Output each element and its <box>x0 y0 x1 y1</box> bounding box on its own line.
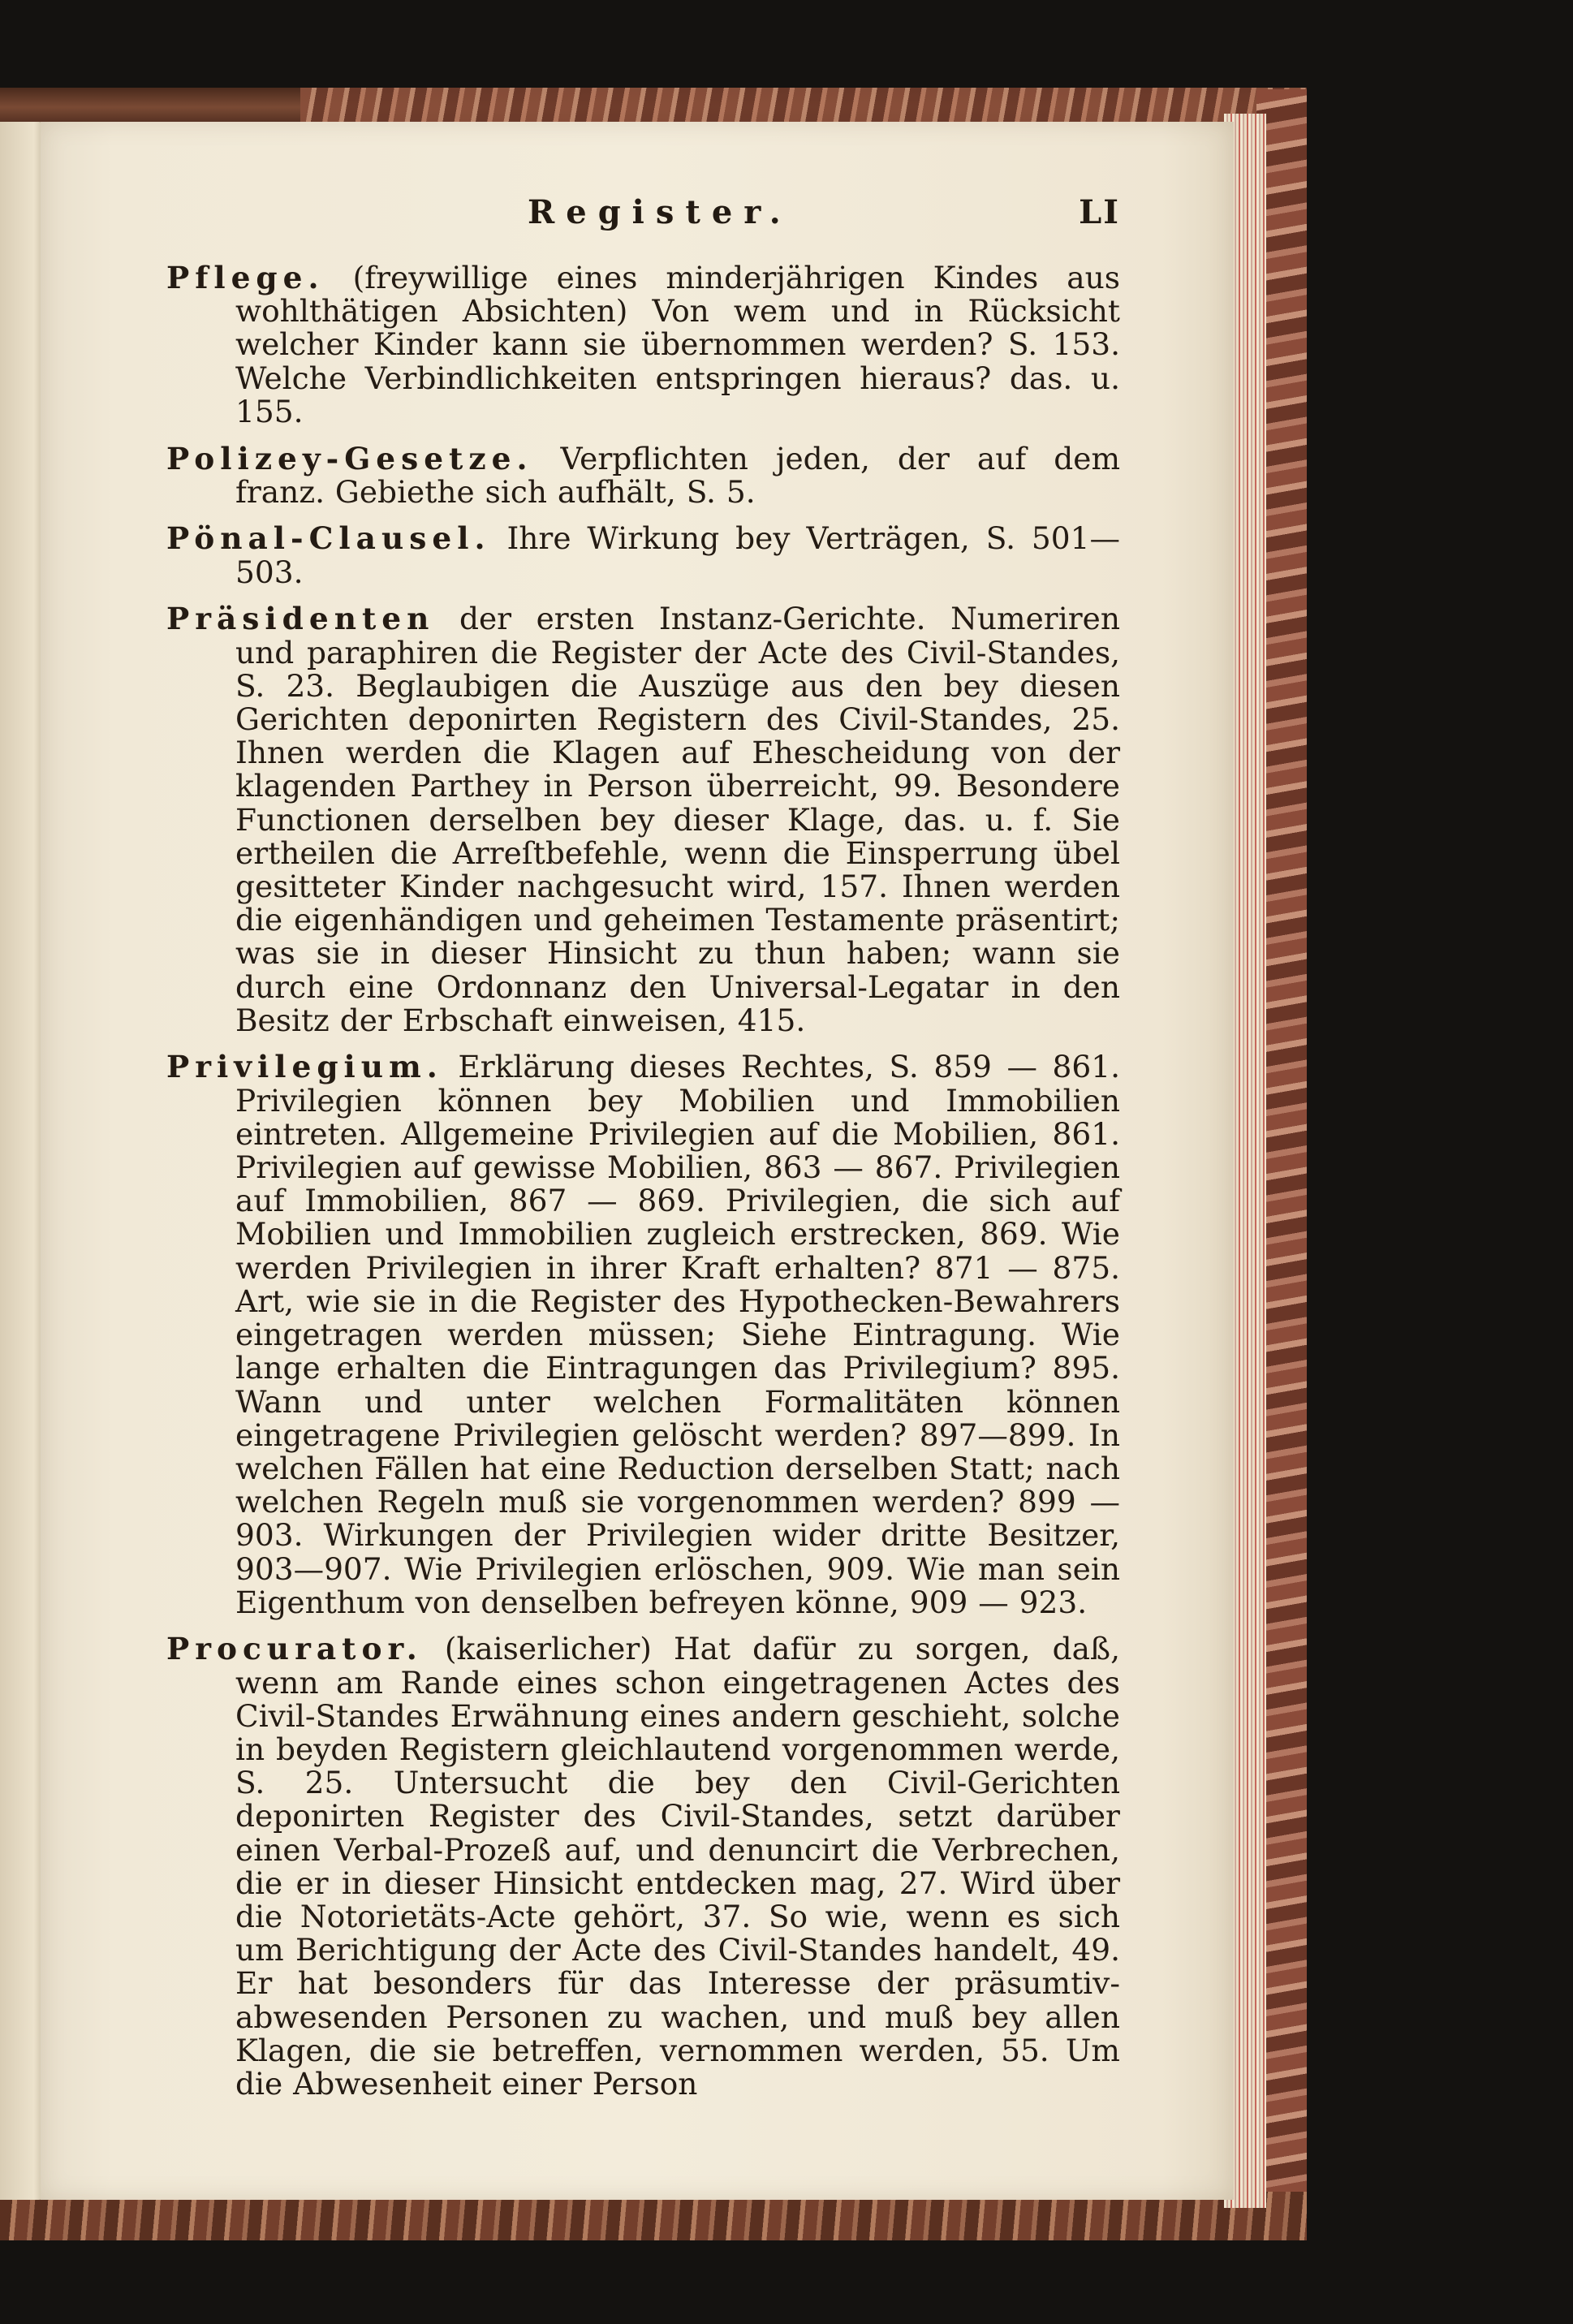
entry-headword: Pönal-Clausel. <box>166 520 491 557</box>
register-entry <box>166 522 1120 589</box>
entry-headword: Procurator. <box>166 1631 423 1667</box>
entry-text: Ihre Wirkung bey Verträgen, S. 501—503. <box>235 520 1121 590</box>
register-entries <box>166 261 1120 2115</box>
page-title: Register. <box>528 193 792 231</box>
marbled-cover-top <box>300 88 1307 123</box>
entry-text: der ersten Instanz-Gerichte. Numeriren und paraphiren die Register der Acte des Civil-Standes, S. 23. Beglaubigen die Auszüge aus den bey diesen Gerichten deponirten Registern des Civil-Standes, 25. Ihnen werden die Klagen auf Ehescheidung von der klagenden Parthey in Person überreicht, 99. Besondere Functionen derselben bey dieser Klage, das. u. f. Sie ertheilen die Arreſtbefehle, wenn die Einsperrung übel gesitteter Kinder nachgesucht wird, 157. Ihnen werden die eigenhändigen und geheimen Testamente präsentirt; was sie in dieser Hinsicht zu thun haben; wann sie durch eine Ordonnanz den Universal-Legatar in den Besitz der Erbschaft einweisen, 415. <box>235 601 1121 1038</box>
page-number: LI <box>1079 193 1120 231</box>
entry-headword: Privilegium. <box>166 1049 443 1085</box>
running-head <box>227 193 1120 242</box>
entry-headword: Präsidenten <box>166 601 435 637</box>
register-entry <box>166 602 1120 1037</box>
register-entry <box>166 442 1120 509</box>
register-entry <box>166 261 1120 429</box>
register-entry <box>166 1050 1120 1619</box>
entry-headword: Polizey-Gesetze. <box>166 440 533 476</box>
entry-headword: Pflege. <box>166 260 325 295</box>
entry-text: Erklärung dieses Rechtes, S. 859 — 861. Privilegien können bey Mobilien und Immobilien eintreten. Allgemeine Privilegien auf die Mobilien, 861. Privilegien auf gewisse Mobilien, 863 — 867. Privilegien auf Immobilien, 867 — 869. Privilegien, die sich auf Mobilien und Immobilien zugleich erstrecken, 869. Wie werden Privilegien in ihrer Kraft erhalten? 871 — 875. Art, wie sie in die Register des Hypothecken-Bewahrers eingetragen werden müssen; Siehe Eintragung. Wie lange erhalten die Eintragungen das Privilegium? 895. Wann und unter welchen Formalitäten können eingetragene Privilegien gelöscht werden? 897—899. In welchen Fällen hat eine Reduction derselben Statt; nach welchen Regeln muß sie vorgenommen werden? 899 — 903. Wirkungen der Privilegien wider dritte Besitzer, 903—907. Wie Privilegien erlöschen, 909. Wie man sein Eigenthum von denselben befreyen könne, 909 — 923. <box>235 1049 1121 1620</box>
entry-text: (kaiserlicher) Hat dafür zu sorgen, daß, wenn am Rande eines schon eingetragenen Actes des Civil-Standes Erwähnung eines andern geschieht, solche in beyden Registern gleichlautend vorgenommen werde, S. 25. Untersucht die bey den Civil-Gerichten deponirten Register des Civil-Standes, setzt darüber einen Verbal-Prozeß auf, und denuncirt die Verbrechen, die er in dieser Hinsicht entdecken mag, 27. Wird über die Notorietäts-Acte gehört, 37. So wie, wenn es sich um Berichtigung der Acte des Civil-Standes handelt, 49. Er hat besonders für das Interesse der präsumtiv-abwesenden Personen zu wachen, und muß bey allen Klagen, die sie betreffen, vernommen werden, 55. Um die Abwesenheit einer Person <box>235 1631 1121 2102</box>
entry-text: (freywillige eines minderjährigen Kindes aus wohlthätigen Absichten) Von wem und in Rücksicht welcher Kinder kann sie übernommen werden? S. 153. Welche Verbindlichkeiten entspringen hieraus? das. u. 155. <box>235 260 1121 429</box>
register-entry <box>166 1632 1120 2101</box>
entry-text: Verpflichten jeden, der auf dem franz. Gebiethe sich aufhält, S. 5. <box>235 440 1121 510</box>
